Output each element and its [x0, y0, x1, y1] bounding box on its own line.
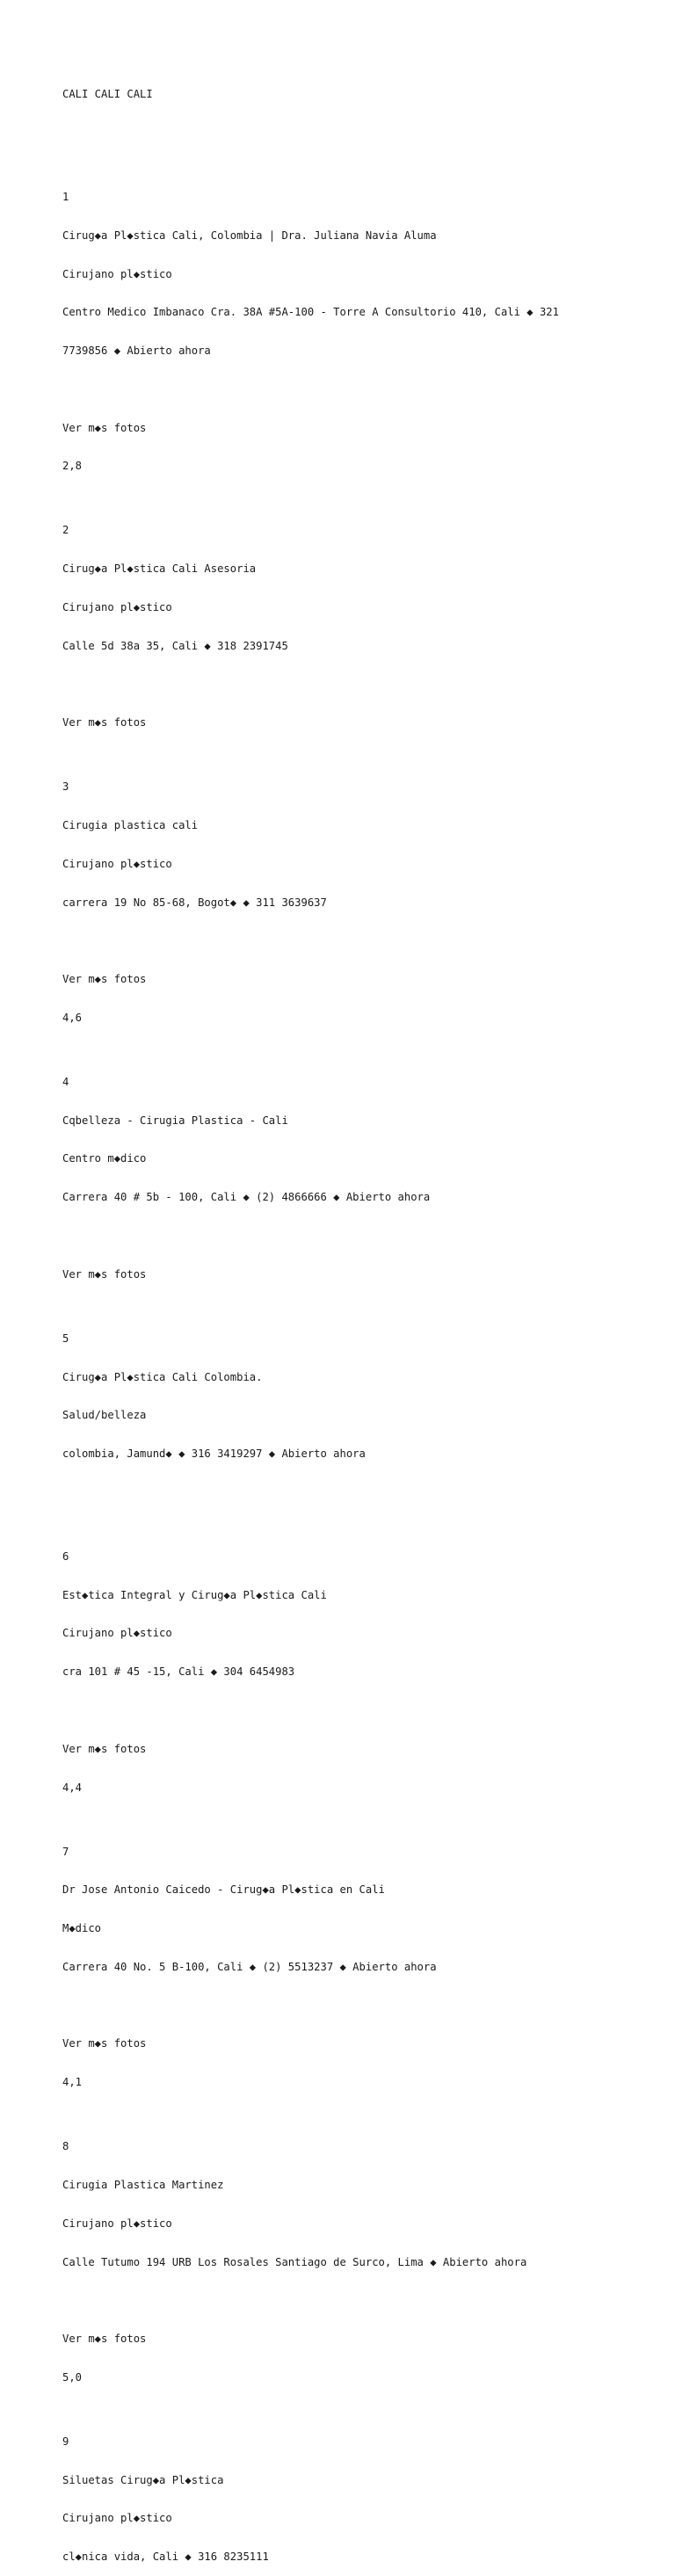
listing-name: Cirugia plastica cali — [62, 819, 199, 832]
blank-line — [62, 383, 669, 396]
listing-address: carrera 19 No 85-68, Bogot◆ ◆ 311 3639637 — [62, 896, 327, 909]
blank-line — [62, 1230, 669, 1243]
listing-name: Dr Jose Antonio Caicedo - Cirug◆a Pl◆stica en Cali — [62, 1883, 385, 1897]
listing-name: Cirugia Plastica Martinez — [62, 2178, 224, 2191]
listing-category: Cirujano pl◆stico — [62, 1627, 172, 1640]
document-body — [62, 62, 669, 2576]
listing-number: 4 — [62, 1075, 69, 1088]
listing-address: colombia, Jamund◆ ◆ 316 3419297 ◆ Abierto ahora — [62, 1448, 366, 1461]
more-photos-text: Ver m◆s fotos — [62, 421, 147, 434]
listing-name: Est◆tica Integral y Cirug◆a Pl◆stica Cali — [62, 1588, 327, 1601]
listing-category: Cirujano pl◆stico — [62, 2512, 172, 2525]
listing-number: 2 — [62, 524, 69, 537]
listing-number: 8 — [62, 2140, 69, 2153]
listing-category: Cirujano pl◆stico — [62, 600, 172, 613]
more-photos-text: Ver m◆s fotos — [62, 716, 147, 729]
listing-address: Carrera 40 # 5b - 100, Cali ◆ (2) 4866666 ◆ Abierto ahora — [62, 1191, 431, 1204]
listing-address: Calle Tutumo 194 URB Los Rosales Santiago de Surco, Lima ◆ Abierto ahora — [62, 2255, 527, 2268]
listing-number: 3 — [62, 780, 69, 794]
listing-category: Salud/belleza — [62, 1409, 147, 1422]
listing-name: Cirug◆a Pl◆stica Cali Asesoria — [62, 562, 257, 576]
listing-rating: 4,4 — [62, 1781, 83, 1794]
blank-line — [62, 1704, 669, 1717]
listing-category: Centro m◆dico — [62, 1152, 147, 1165]
listing-number: 7 — [62, 1845, 69, 1858]
more-photos-text: Ver m◆s fotos — [62, 973, 147, 986]
blank-line — [62, 1999, 669, 2013]
blank-line — [62, 127, 669, 140]
listing-rating: 2,8 — [62, 460, 83, 473]
listing-number: 9 — [62, 2435, 69, 2448]
blank-line — [62, 1486, 669, 1499]
more-photos-text: Ver m◆s fotos — [62, 2333, 147, 2346]
listing-address: 7739856 ◆ Abierto ahora — [62, 345, 211, 358]
listing-category: M◆dico — [62, 1922, 102, 1935]
listing-rating: 5,0 — [62, 2370, 83, 2384]
listing-address: Centro Medico Imbanaco Cra. 38A #5A-100 - Torre A Consultorio 410, Cali ◆ 321 — [62, 306, 559, 319]
blank-line — [62, 934, 669, 947]
listing-address: cl◆nica vida, Cali ◆ 316 8235111 — [62, 2551, 269, 2564]
blank-line — [62, 678, 669, 692]
listing-category: Cirujano pl◆stico — [62, 857, 172, 870]
listing-category: Cirujano pl◆stico — [62, 2217, 172, 2230]
listing-address: cra 101 # 45 -15, Cali ◆ 304 6454983 — [62, 1665, 295, 1679]
listing-number: 5 — [62, 1332, 69, 1345]
blank-line — [62, 2294, 669, 2307]
listing-category: Cirujano pl◆stico — [62, 267, 172, 280]
listing-name: Cirug◆a Pl◆stica Cali, Colombia | Dra. Juliana Navia Aluma — [62, 229, 437, 242]
more-photos-text: Ver m◆s fotos — [62, 2037, 147, 2050]
listing-rating: 4,1 — [62, 2076, 83, 2089]
listing-address: Calle 5d 38a 35, Cali ◆ 318 2391745 — [62, 639, 288, 652]
document-header: CALI CALI CALI — [62, 88, 153, 101]
listing-name: Siluetas Cirug◆a Pl◆stica — [62, 2473, 224, 2486]
more-photos-text: Ver m◆s fotos — [62, 1742, 147, 1755]
listing-address: Carrera 40 No. 5 B-100, Cali ◆ (2) 5513237 ◆ Abierto ahora — [62, 1960, 437, 1973]
listing-number: 6 — [62, 1549, 69, 1563]
listing-rating: 4,6 — [62, 1011, 83, 1024]
listing-number: 1 — [62, 190, 69, 203]
more-photos-text: Ver m◆s fotos — [62, 1267, 147, 1281]
listing-name: Cqbelleza - Cirugia Plastica - Cali — [62, 1114, 288, 1127]
listing-name: Cirug◆a Pl◆stica Cali Colombia. — [62, 1370, 263, 1383]
